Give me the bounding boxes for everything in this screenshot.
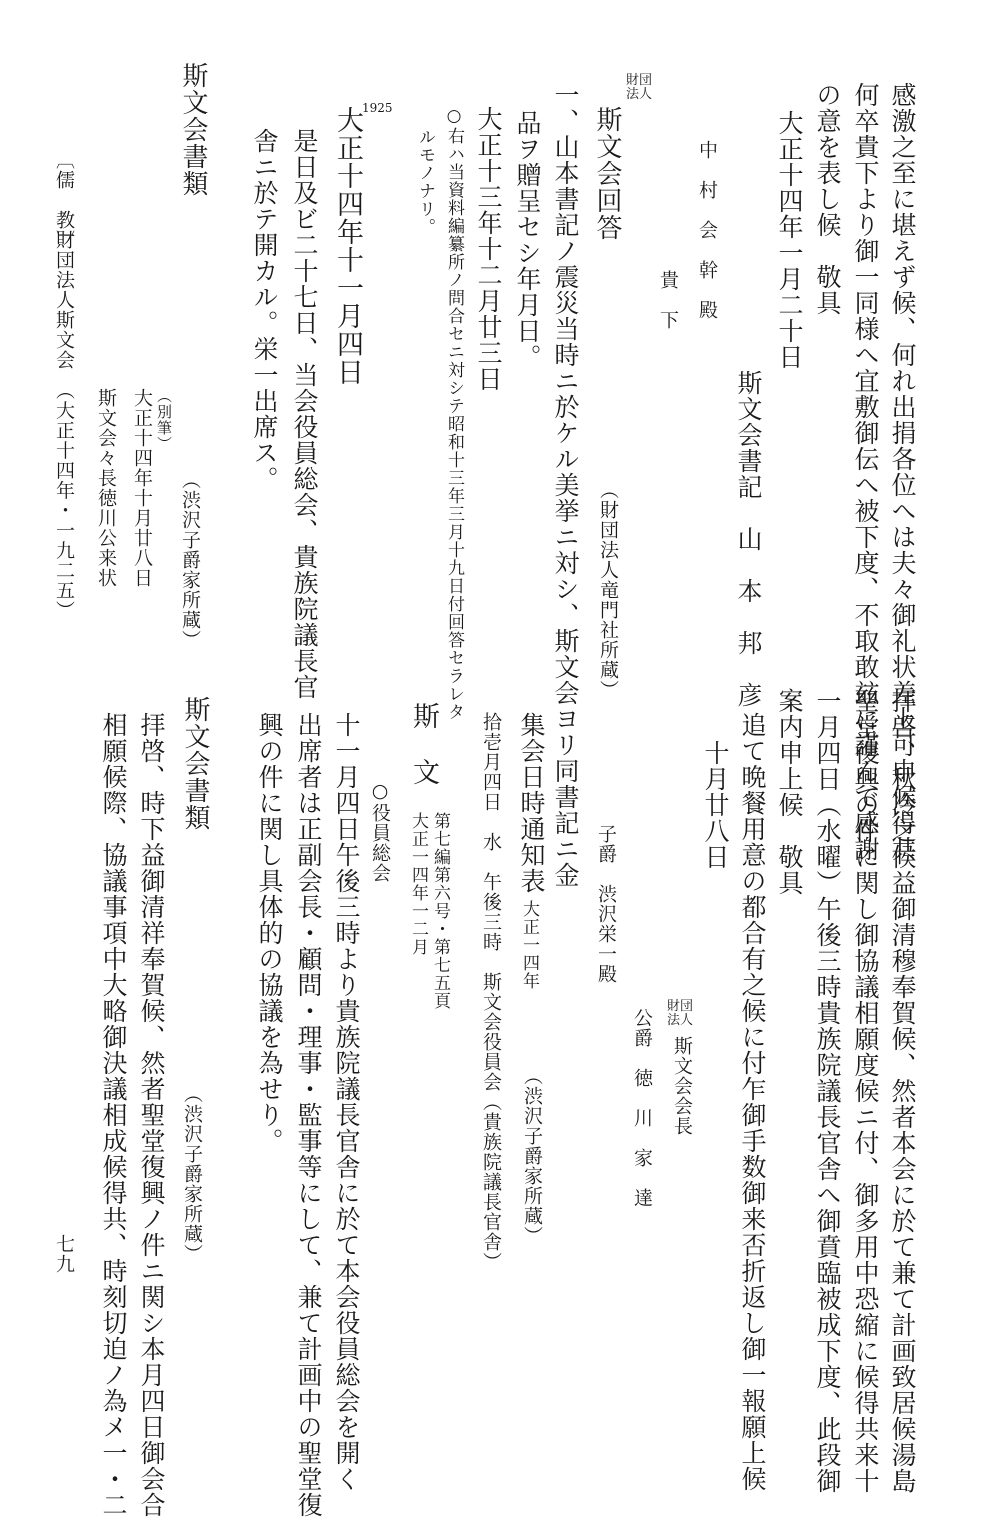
notice-entry: 拾壱月四日 水 午後三時 斯文会役員会（貴族院議長官舎） [480, 712, 502, 1272]
journal-line-3: 興の件に関し具体的の協議を為せり。 [255, 712, 284, 1154]
letter2-date: 十月廿八日 [701, 740, 730, 870]
record3-sub-date: 大正十四年十月廿八日 [131, 388, 153, 588]
record3-sub-label: （別筆） [155, 388, 173, 452]
running-header-category: 〔儒 教〕 [53, 150, 75, 250]
record4-heading: 斯文会書類 [180, 696, 210, 831]
record1-org-small: 財団法人 [626, 73, 653, 102]
record2-year: 1925 [362, 101, 393, 115]
letter2-line-2: 聖堂復興の件に関し御協議相願度候ニ付、御多用中恐縮に候得共来十 [851, 688, 880, 1494]
record2-line-2: 舎ニ於テ開カル。栄一出席ス。 [250, 128, 279, 492]
record1-item-line-2: 品ヲ贈呈セシ年月日。 [513, 110, 542, 370]
record2-date: 大正十四年十一月四日 [332, 106, 363, 386]
letter2-line-4: 案内申上候 敬具 [775, 688, 804, 896]
journal-section: ○役員総会 [369, 780, 391, 883]
page-number: 七九 [53, 1234, 75, 1274]
running-header-title: 財団法人斯文会 （大正十四年・一九二五） [53, 230, 75, 621]
record3-source: （渋沢子爵家所蔵） [179, 470, 201, 650]
letter1-line-2: 何卒貴下より御一同様へ宜敷御伝へ被下度、不取敢玆に謹んで感謝 [851, 82, 880, 862]
record1-heading: 斯文会回答 [592, 106, 622, 241]
letter1-line-1: 感激之至に堪えず候、何れ出捐各位へは夫々御礼状差上可申候得共 [888, 82, 917, 862]
record3-heading: 斯文会書類 [178, 62, 208, 197]
letter2-sender-name: 公爵 徳 川 家 達 [631, 1008, 653, 1208]
journal-line-2: 出席者は正副会長・顧問・理事・監事等にして、兼て計画中の聖堂復 [294, 712, 323, 1518]
journal-issue-line-1: 第七編第六号・第七五頁 [430, 812, 450, 1010]
letter1-recipient: 中 村 会 幹 殿 [696, 140, 718, 320]
journal-issue-line-2: 大正一四年一二月 [408, 812, 428, 956]
notice-title: 集会日時通知表 [517, 712, 546, 894]
letter1-date: 大正十四年一月二十日 [775, 110, 804, 370]
journal-title: 斯 文 [408, 702, 439, 786]
record1-item-line-1: 一、山本書記ノ震災当時ニ於ケル美挙ニ対シ、斯文会ヨリ同書記ニ金 [551, 82, 580, 888]
letter2-recipient: 子爵 渋沢栄一殿 [595, 824, 617, 984]
letter2-sender-org: 斯文会会長 [671, 1036, 693, 1136]
letter1-sender: 斯文会書記 山 本 邦 彦 [734, 370, 763, 708]
record1-date: 大正十三年十二月廿三日 [474, 106, 503, 392]
record1-note-line-2: ルモノナリ。 [415, 128, 435, 236]
record4-line-2: 相願候際、協議事項中大略御決議相成候得共、時刻切迫ノ為メ一・二 [99, 712, 128, 1518]
letter2-line-1: 拝啓、秋冷之候益御清穆奉賀候、然者本会に於て兼て計画致居候湯島 [888, 688, 917, 1494]
record4-source: （渋沢子爵家所蔵） [181, 1084, 203, 1264]
notice-source: （渋沢子爵家所蔵） [521, 1066, 543, 1246]
journal-line-1: 十一月四日午後三時より貴族院議長官舎に於て本会役員総会を開く [332, 712, 361, 1492]
letter2-sender-org-small: 財団法人 [667, 999, 694, 1028]
record2-line-1: 是日及ビ二十七日、当会役員総会、貴族院議長官 [290, 128, 319, 700]
letter2-line-3: 一月四日（水曜）午後三時貴族院議長官舎へ御賁臨被成下度、此段御 [813, 688, 842, 1494]
record1-note-line-1: ○右ハ当資料編纂所ノ問合セニ対シテ昭和十三年三月十九日付回答セラレタ [444, 106, 464, 721]
record4-line-1: 拝啓、時下益御清祥奉賀候、然者聖堂復興ノ件ニ関シ本月四日御会合 [137, 712, 166, 1518]
letter2-line-5: 追て晩餐用意の都合有之候に付乍御手数御来否折返し御一報願上候 [738, 712, 767, 1492]
notice-year: 大正一四年 [519, 900, 539, 990]
record1-source: （財団法人竜門社所蔵） [597, 480, 619, 700]
letter1-line-3: の意を表し候 敬具 [813, 82, 842, 316]
letter1-honorific: 貴 下 [657, 270, 679, 330]
record3-sub-title: 斯文会々長徳川公来状 [95, 388, 117, 588]
